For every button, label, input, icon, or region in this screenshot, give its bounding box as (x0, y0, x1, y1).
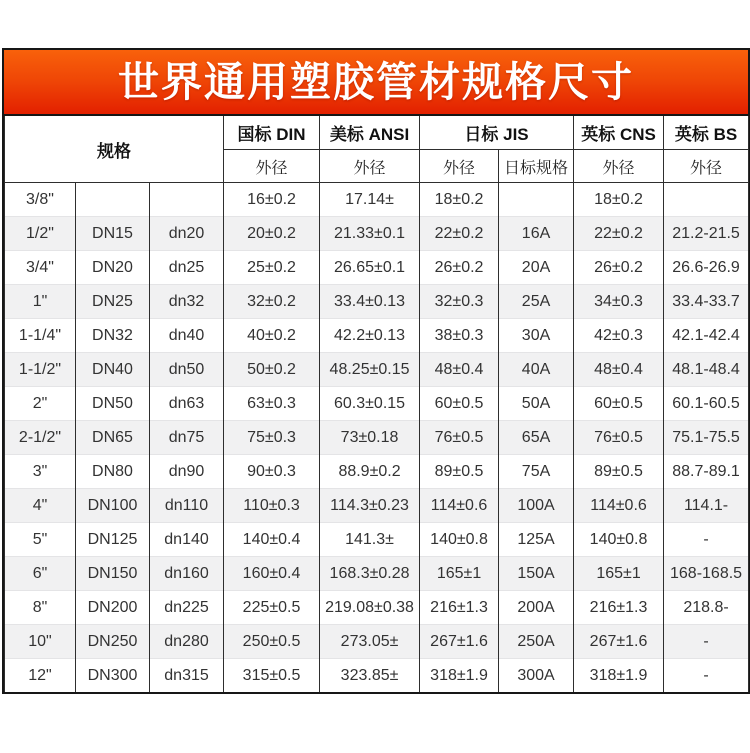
table-cell: 267±1.6 (574, 625, 664, 659)
table-cell: 60.1-60.5 (664, 387, 749, 421)
table-cell: DN200 (76, 591, 150, 625)
table-cell: 75A (499, 455, 574, 489)
spec-column-header: 规格 (5, 116, 224, 183)
group-header-ansi: 美标 ANSI (320, 116, 420, 150)
table-cell: 160±0.4 (224, 557, 320, 591)
table-cell: 60±0.5 (574, 387, 664, 421)
table-cell: 2" (5, 387, 76, 421)
table-cell: 25A (499, 285, 574, 319)
table-cell: 225±0.5 (224, 591, 320, 625)
table-row (5, 455, 749, 489)
table-cell: DN100 (76, 489, 150, 523)
group-header-jis: 日标 JIS (420, 116, 574, 150)
spec-sheet (2, 48, 750, 694)
table-cell: 216±1.3 (574, 591, 664, 625)
table-cell: 140±0.8 (574, 523, 664, 557)
table-cell: 48±0.4 (574, 353, 664, 387)
table-cell: 33.4±0.13 (320, 285, 420, 319)
table-cell: 17.14± (320, 183, 420, 217)
table-cell: dn32 (150, 285, 224, 319)
table-cell: DN125 (76, 523, 150, 557)
table-cell: DN300 (76, 659, 150, 693)
table-cell: 22±0.2 (420, 217, 499, 251)
table-cell: 200A (499, 591, 574, 625)
table-row (5, 353, 749, 387)
table-cell: 22±0.2 (574, 217, 664, 251)
table-cell: 219.08±0.38 (320, 591, 420, 625)
table-cell: 16±0.2 (224, 183, 320, 217)
table-cell: 2-1/2" (5, 421, 76, 455)
table-row (5, 217, 749, 251)
table-cell: 3/8" (5, 183, 76, 217)
subheader-ansi-od: 外径 (320, 150, 420, 183)
table-cell: - (664, 625, 749, 659)
table-cell: 318±1.9 (574, 659, 664, 693)
table-cell: dn50 (150, 353, 224, 387)
table-row (5, 625, 749, 659)
table-cell: 32±0.2 (224, 285, 320, 319)
table-cell: DN65 (76, 421, 150, 455)
table-cell: 48.25±0.15 (320, 353, 420, 387)
table-cell (76, 183, 150, 217)
table-cell: 26±0.2 (574, 251, 664, 285)
table-cell (150, 183, 224, 217)
table-cell: 75±0.3 (224, 421, 320, 455)
table-cell: 76±0.5 (574, 421, 664, 455)
table-cell: 48±0.4 (420, 353, 499, 387)
table-cell: 26.65±0.1 (320, 251, 420, 285)
table-cell: DN20 (76, 251, 150, 285)
table-cell: 48.1-48.4 (664, 353, 749, 387)
table-row (5, 251, 749, 285)
table-cell: 42±0.3 (574, 319, 664, 353)
table-cell: DN150 (76, 557, 150, 591)
table-cell: 30A (499, 319, 574, 353)
table-cell: 216±1.3 (420, 591, 499, 625)
table-cell: 38±0.3 (420, 319, 499, 353)
table-cell: DN80 (76, 455, 150, 489)
table-body (5, 183, 749, 693)
table-cell: dn110 (150, 489, 224, 523)
table-cell: 73±0.18 (320, 421, 420, 455)
table-cell: 315±0.5 (224, 659, 320, 693)
table-cell: 250±0.5 (224, 625, 320, 659)
table-cell: 3" (5, 455, 76, 489)
table-cell: - (664, 523, 749, 557)
table-cell: 63±0.3 (224, 387, 320, 421)
table-cell: 26±0.2 (420, 251, 499, 285)
table-cell: dn315 (150, 659, 224, 693)
table-cell: 140±0.4 (224, 523, 320, 557)
table-cell: 89±0.5 (420, 455, 499, 489)
group-header-din: 国标 DIN (224, 116, 320, 150)
table-cell: dn20 (150, 217, 224, 251)
table-row (5, 285, 749, 319)
table-row (5, 659, 749, 693)
table-cell: DN15 (76, 217, 150, 251)
top-whitespace (0, 0, 750, 48)
table-cell: DN40 (76, 353, 150, 387)
subheader-din-od: 外径 (224, 150, 320, 183)
table-row (5, 421, 749, 455)
table-cell: 42.2±0.13 (320, 319, 420, 353)
table-cell: 50A (499, 387, 574, 421)
table-cell: 16A (499, 217, 574, 251)
page-title: 世界通用塑胶管材规格尺寸 (118, 58, 634, 105)
table-cell: 250A (499, 625, 574, 659)
table-cell: 114±0.6 (574, 489, 664, 523)
table-cell: 1" (5, 285, 76, 319)
table-cell: 141.3± (320, 523, 420, 557)
table-cell: 75.1-75.5 (664, 421, 749, 455)
table-cell: 300A (499, 659, 574, 693)
table-cell: 1-1/2" (5, 353, 76, 387)
subheader-cns-od: 外径 (574, 150, 664, 183)
table-cell: 10" (5, 625, 76, 659)
table-cell: 1/2" (5, 217, 76, 251)
table-cell: dn160 (150, 557, 224, 591)
table-row (5, 591, 749, 625)
table-cell: 12" (5, 659, 76, 693)
table-cell: 8" (5, 591, 76, 625)
table-cell: 168-168.5 (664, 557, 749, 591)
table-cell: 88.9±0.2 (320, 455, 420, 489)
table-cell: 140±0.8 (420, 523, 499, 557)
table-cell (664, 183, 749, 217)
title-banner (4, 50, 748, 116)
table-row (5, 387, 749, 421)
table-cell: 318±1.9 (420, 659, 499, 693)
table-cell: dn280 (150, 625, 224, 659)
table-cell: 100A (499, 489, 574, 523)
table-cell: 125A (499, 523, 574, 557)
table-cell: 40A (499, 353, 574, 387)
table-cell: 273.05± (320, 625, 420, 659)
table-cell: dn63 (150, 387, 224, 421)
table-cell: 32±0.3 (420, 285, 499, 319)
table-cell: dn75 (150, 421, 224, 455)
table-cell: 20±0.2 (224, 217, 320, 251)
header-group-row (5, 116, 749, 150)
table-cell: 89±0.5 (574, 455, 664, 489)
table-cell: 60.3±0.15 (320, 387, 420, 421)
table-cell: 26.6-26.9 (664, 251, 749, 285)
subheader-jis-od: 外径 (420, 150, 499, 183)
table-cell: 60±0.5 (420, 387, 499, 421)
table-cell: 33.4-33.7 (664, 285, 749, 319)
table-cell: DN50 (76, 387, 150, 421)
table-cell: 20A (499, 251, 574, 285)
table-cell: 88.7-89.1 (664, 455, 749, 489)
group-header-cns: 英标 CNS (574, 116, 664, 150)
table-cell: DN25 (76, 285, 150, 319)
table-cell: 218.8- (664, 591, 749, 625)
table-row (5, 489, 749, 523)
table-cell: dn225 (150, 591, 224, 625)
table-cell: 18±0.2 (420, 183, 499, 217)
table-cell: 3/4" (5, 251, 76, 285)
table-cell: 323.85± (320, 659, 420, 693)
table-cell: 150A (499, 557, 574, 591)
table-cell: 114.3±0.23 (320, 489, 420, 523)
subheader-jis-spec: 日标规格 (499, 150, 574, 183)
table-cell: 6" (5, 557, 76, 591)
table-cell: 21.2-21.5 (664, 217, 749, 251)
table-cell: 110±0.3 (224, 489, 320, 523)
table-cell: dn25 (150, 251, 224, 285)
table-cell: 90±0.3 (224, 455, 320, 489)
table-cell: 1-1/4" (5, 319, 76, 353)
table-cell: 50±0.2 (224, 353, 320, 387)
pipe-spec-table (4, 116, 749, 692)
subheader-bs-od: 外径 (664, 150, 749, 183)
table-cell: 168.3±0.28 (320, 557, 420, 591)
table-cell: dn90 (150, 455, 224, 489)
table-row (5, 557, 749, 591)
table-cell: 40±0.2 (224, 319, 320, 353)
table-cell: 267±1.6 (420, 625, 499, 659)
table-header (5, 116, 749, 183)
table-cell: 65A (499, 421, 574, 455)
table-row (5, 319, 749, 353)
table-cell: 5" (5, 523, 76, 557)
table-row (5, 183, 749, 217)
table-cell: dn40 (150, 319, 224, 353)
table-cell: DN32 (76, 319, 150, 353)
table-cell (499, 183, 574, 217)
table-cell: 4" (5, 489, 76, 523)
table-cell: 42.1-42.4 (664, 319, 749, 353)
table-cell: - (664, 659, 749, 693)
table-cell: 76±0.5 (420, 421, 499, 455)
table-cell: 18±0.2 (574, 183, 664, 217)
table-cell: 34±0.3 (574, 285, 664, 319)
table-cell: 114.1- (664, 489, 749, 523)
table-row (5, 523, 749, 557)
table-cell: dn140 (150, 523, 224, 557)
table-cell: DN250 (76, 625, 150, 659)
table-cell: 21.33±0.1 (320, 217, 420, 251)
table-cell: 165±1 (420, 557, 499, 591)
group-header-bs: 英标 BS (664, 116, 749, 150)
table-cell: 165±1 (574, 557, 664, 591)
table-cell: 114±0.6 (420, 489, 499, 523)
table-cell: 25±0.2 (224, 251, 320, 285)
